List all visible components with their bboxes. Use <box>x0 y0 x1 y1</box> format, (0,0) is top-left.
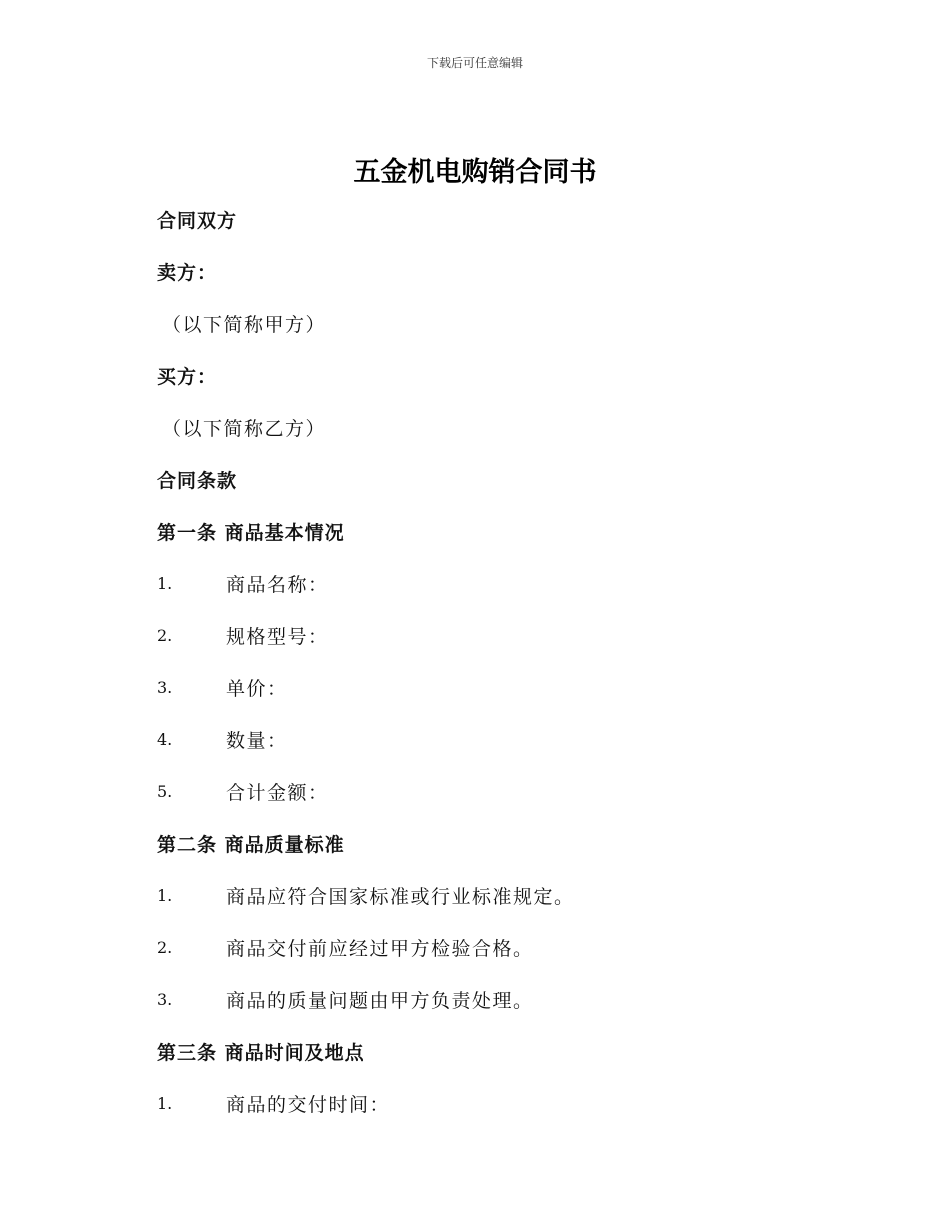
list-item-text: 数量： <box>226 729 288 752</box>
list-item-number: 1. <box>157 573 173 593</box>
page-header: 下载后可任意编辑 <box>426 56 523 70</box>
list-item <box>157 661 817 713</box>
list-item <box>157 869 817 921</box>
list-item-number: 3. <box>157 989 173 1009</box>
list-item-number: 4. <box>157 729 173 749</box>
article-2-heading: 第二条 商品质量标准 <box>157 833 345 856</box>
list-item <box>157 973 817 1025</box>
list-item-text: 商品名称： <box>226 573 329 596</box>
list-item <box>157 557 817 609</box>
list-item-number: 5. <box>157 781 173 801</box>
article-1-heading: 第一条 商品基本情况 <box>157 521 345 544</box>
list-item-text: 商品应符合国家标准或行业标准规定。 <box>226 885 575 908</box>
list-item-text: 单价： <box>226 677 288 700</box>
list-item-text: 商品的质量问题由甲方负责处理。 <box>226 989 534 1012</box>
list-item-number: 2. <box>157 625 173 645</box>
list-item <box>157 609 817 661</box>
seller-label: 卖方： <box>157 261 218 284</box>
list-item-number: 1. <box>157 1093 173 1113</box>
list-item-number: 3. <box>157 677 173 697</box>
list-item-number: 2. <box>157 937 173 957</box>
document-body <box>157 193 817 1129</box>
buyer-note: （以下简称乙方） <box>162 417 327 440</box>
parties-heading: 合同双方 <box>157 209 238 232</box>
list-item <box>157 713 817 765</box>
document-title: 五金机电购销合同书 <box>353 157 597 188</box>
list-item <box>157 921 817 973</box>
seller-note: （以下简称甲方） <box>162 313 327 336</box>
list-item-text: 商品交付前应经过甲方检验合格。 <box>226 937 534 960</box>
buyer-label: 买方： <box>157 365 218 388</box>
article-3-heading: 第三条 商品时间及地点 <box>157 1041 365 1064</box>
list-item <box>157 1077 817 1129</box>
list-item <box>157 765 817 817</box>
terms-heading: 合同条款 <box>157 469 238 492</box>
list-item-text: 商品的交付时间： <box>226 1093 391 1116</box>
list-item-number: 1. <box>157 885 173 905</box>
list-item-text: 合计金额： <box>226 781 329 804</box>
list-item-text: 规格型号： <box>226 625 329 648</box>
